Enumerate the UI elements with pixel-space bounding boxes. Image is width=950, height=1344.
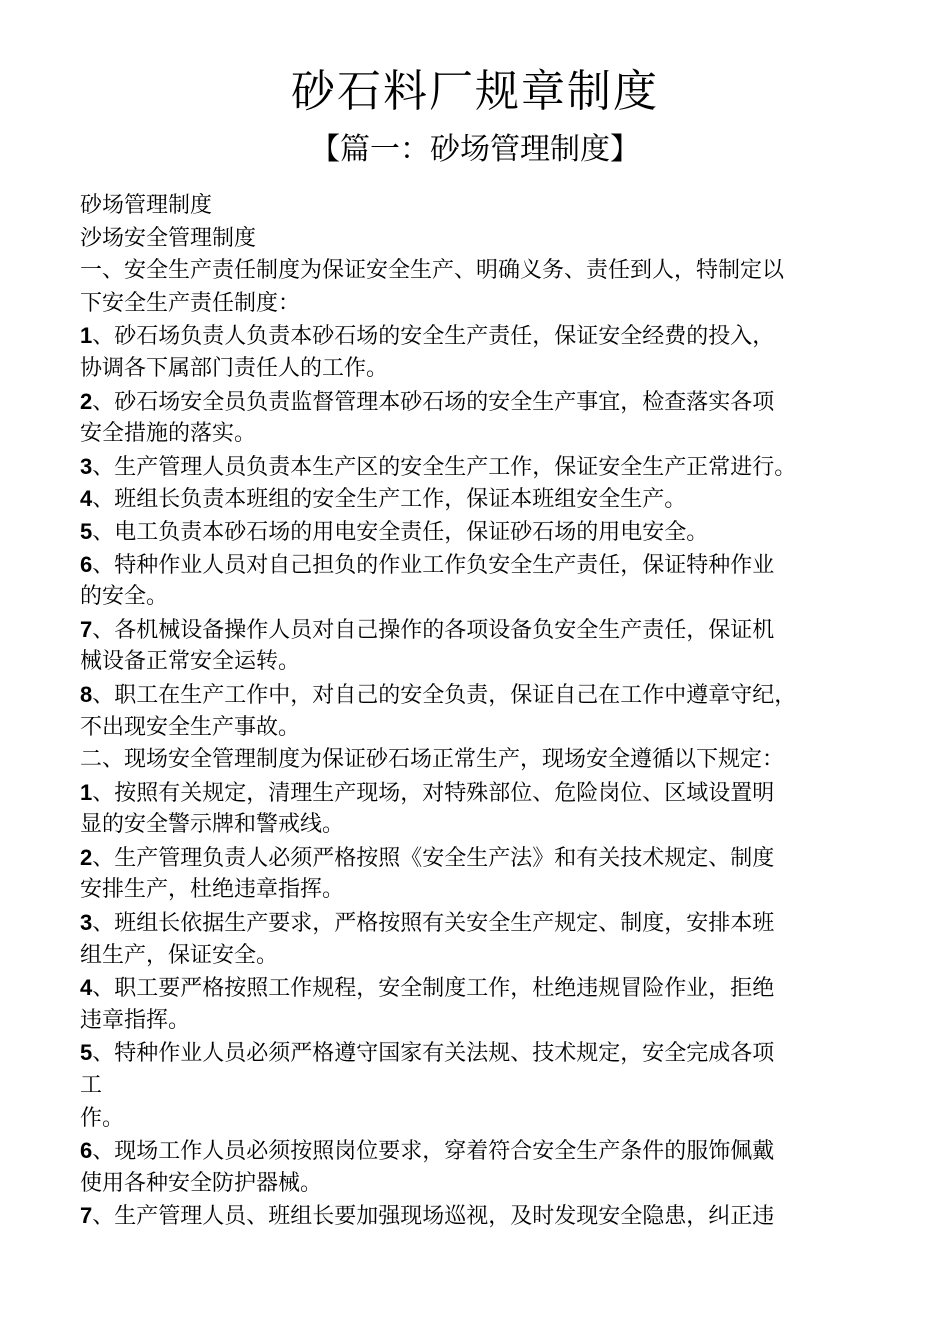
line-text: 、按照有关规定，清理生产现场，对特殊部位、危险岗位、区域设置明	[92, 780, 775, 806]
item-number: 7	[80, 1203, 93, 1229]
text-line	[80, 809, 880, 842]
item-number: 1	[80, 779, 93, 805]
text-line	[80, 1168, 880, 1201]
line-text: 的安全。	[80, 584, 169, 610]
item-number: 1	[80, 323, 93, 349]
line-text: 沙场安全管理制度	[80, 225, 257, 251]
line-text: 、砂石场安全员负责监督管理本砂石场的安全生产事宜，检查落实各项	[92, 389, 775, 415]
text-line	[80, 972, 880, 1005]
item-number: 4	[80, 975, 93, 1001]
text-line	[80, 614, 880, 647]
line-text: 不出现安全生产事故。	[80, 714, 301, 740]
line-text: 、生产管理人员、班组长要加强现场巡视，及时发现安全隐患，纠正违	[92, 1204, 775, 1230]
line-text: 、职工要严格按照工作规程，安全制度工作，杜绝违规冒险作业，拒绝	[92, 976, 775, 1002]
line-text: 协调各下属部门责任人的工作。	[80, 355, 389, 381]
line-text: 、各机械设备操作人员对自己操作的各项设备负安全生产责任，保证机	[92, 617, 775, 643]
line-text: 使用各种安全防护器械。	[80, 1170, 323, 1196]
text-line	[80, 1005, 880, 1038]
line-text: 、特种作业人员对自己担负的作业工作负安全生产责任，保证特种作业	[92, 552, 775, 578]
item-number: 8	[80, 681, 93, 707]
text-line	[80, 255, 880, 288]
text-line	[80, 907, 880, 940]
line-text: 、班组长依据生产要求，严格按照有关安全生产规定、制度，安排本班	[92, 911, 775, 937]
item-number: 5	[80, 518, 93, 544]
text-line	[80, 386, 880, 419]
document-title: 砂石料厂规章制度	[291, 66, 659, 117]
line-text: 一、安全生产责任制度为保证安全生产、明确义务、责任到人，特制定以	[80, 258, 785, 284]
line-text: 、生产管理人员负责本生产区的安全生产工作，保证安全生产正常进行。	[92, 454, 797, 480]
item-number: 3	[80, 453, 93, 479]
line-text: 、电工负责本砂石场的用电安全责任，保证砂石场的用电安全。	[92, 519, 709, 545]
item-number: 4	[80, 486, 93, 512]
text-line	[80, 353, 880, 386]
document-subtitle: 【篇一：砂场管理制度】	[310, 132, 640, 167]
text-line	[80, 451, 880, 484]
line-text: 、特种作业人员必须严格遵守国家有关法规、技术规定，安全完成各项	[92, 1041, 775, 1067]
line-text: 砂场管理制度	[80, 193, 213, 218]
text-line	[80, 418, 880, 451]
line-text: 、职工在生产工作中，对自己的安全负责，保证自己在工作中遵章守纪，	[92, 682, 797, 708]
line-text: 违章指挥。	[80, 1007, 191, 1033]
item-number: 5	[80, 1040, 93, 1066]
line-text: 、班组长负责本班组的安全生产工作，保证本班组安全生产。	[92, 487, 687, 513]
text-line	[80, 1070, 880, 1103]
line-text: 作。	[80, 1105, 125, 1131]
line-text: 组生产，保证安全。	[80, 942, 279, 968]
line-text: 二、现场安全管理制度为保证砂石场正常生产，现场安全遵循以下规定：	[80, 747, 785, 773]
text-line	[80, 320, 880, 353]
text-line	[80, 1103, 880, 1136]
text-line	[80, 1200, 880, 1233]
item-number: 6	[80, 1138, 93, 1164]
text-line	[80, 940, 880, 973]
text-line	[80, 1037, 880, 1070]
line-text: 、砂石场负责人负责本砂石场的安全生产责任，保证安全经费的投入，	[92, 324, 775, 350]
text-line	[80, 581, 880, 614]
item-number: 7	[80, 616, 93, 642]
line-text: 显的安全警示牌和警戒线。	[80, 812, 345, 838]
item-number: 2	[80, 388, 93, 414]
text-line	[80, 1135, 880, 1168]
line-text: 、现场工作人员必须按照岗位要求，穿着符合安全生产条件的服饰佩戴	[92, 1139, 775, 1165]
item-number: 2	[80, 844, 93, 870]
text-line	[80, 646, 880, 679]
text-line	[80, 679, 880, 712]
text-line	[80, 744, 880, 777]
text-line	[80, 190, 880, 223]
line-text: 、生产管理负责人必须严格按照《安全生产法》和有关技术规定、制度	[92, 845, 775, 871]
text-line	[80, 712, 880, 745]
text-line	[80, 288, 880, 321]
item-number: 3	[80, 910, 93, 936]
line-text: 下安全生产责任制度：	[80, 290, 301, 316]
text-line	[80, 777, 880, 810]
line-text: 械设备正常安全运转。	[80, 649, 301, 675]
text-line	[80, 874, 880, 907]
line-text: 工	[80, 1073, 103, 1099]
text-line	[80, 842, 880, 875]
text-line	[80, 223, 880, 256]
document-body	[80, 190, 880, 1233]
text-line	[80, 483, 880, 516]
line-text: 安排生产，杜绝违章指挥。	[80, 877, 345, 903]
text-line	[80, 516, 880, 549]
item-number: 6	[80, 551, 93, 577]
text-line	[80, 549, 880, 582]
line-text: 安全措施的落实。	[80, 421, 257, 447]
